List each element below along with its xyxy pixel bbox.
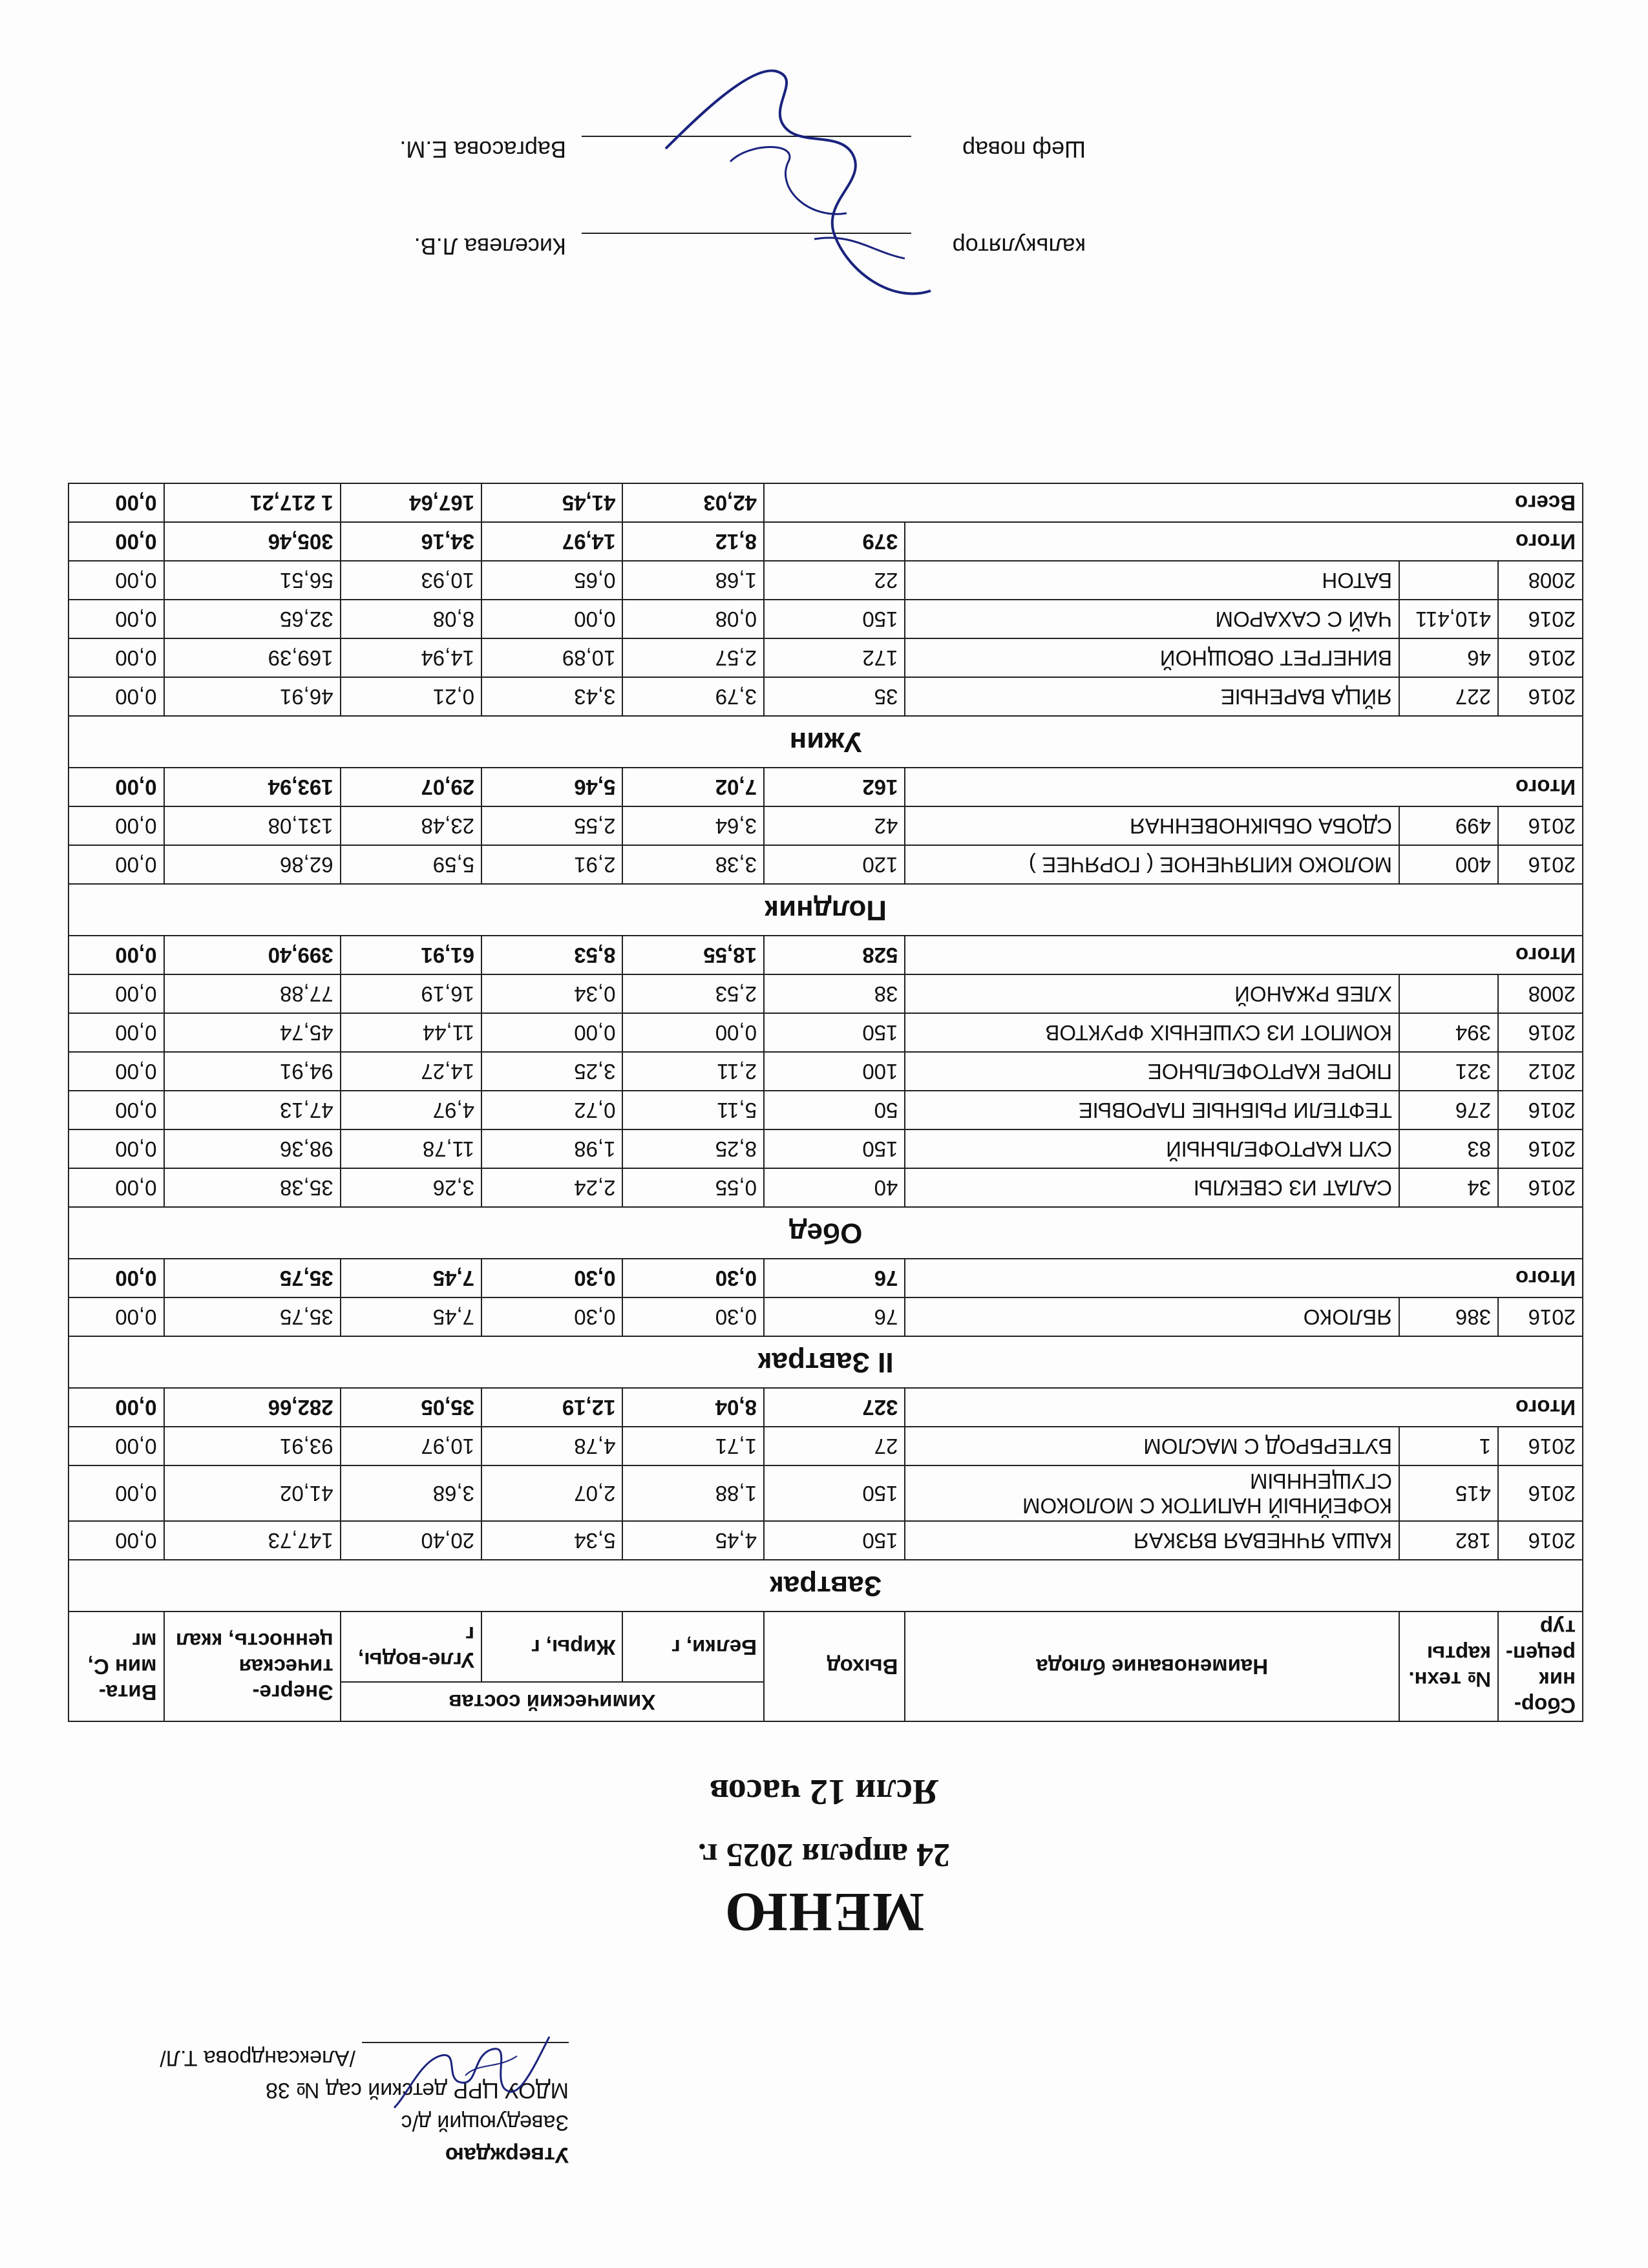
total-vit: 0,00 xyxy=(69,936,164,974)
cell-protein: 3,38 xyxy=(623,845,764,884)
cell-vit: 0,00 xyxy=(69,1052,164,1091)
total-protein: 0,30 xyxy=(623,1259,764,1297)
total-vit: 0,00 xyxy=(69,768,164,806)
document-date: 24 апреля 2025 г. xyxy=(697,1836,951,1873)
header-dish: Наименование блюда xyxy=(905,1612,1399,1721)
table-row xyxy=(69,677,1583,716)
total-carbs: 35,05 xyxy=(341,1388,481,1427)
total-label: Итого xyxy=(905,768,1583,806)
cell-card: 227 xyxy=(1399,677,1498,716)
approval-head-name: /Александрова Т.Л/ xyxy=(160,2046,355,2070)
approval-signature-scribble xyxy=(388,2024,556,2114)
cell-year: 2016 xyxy=(1498,1427,1583,1465)
table-row xyxy=(69,600,1583,638)
cell-protein: 3,64 xyxy=(623,806,764,845)
cell-vit: 0,00 xyxy=(69,638,164,677)
total-fat: 0,30 xyxy=(481,1259,622,1297)
cell-card xyxy=(1399,561,1498,600)
cell-protein: 4,45 xyxy=(623,1521,764,1560)
cell-energy: 94,91 xyxy=(164,1052,341,1091)
total-protein: 18,55 xyxy=(623,936,764,974)
cell-protein: 0,55 xyxy=(623,1168,764,1207)
total-fat: 14,97 xyxy=(481,522,622,561)
cell-portion: 35 xyxy=(764,677,905,716)
cell-protein: 5,11 xyxy=(623,1091,764,1129)
table-row xyxy=(69,1427,1583,1465)
cell-carbs: 11,44 xyxy=(341,1013,481,1052)
cell-energy: 45,74 xyxy=(164,1013,341,1052)
header-chem: Химический состав xyxy=(341,1682,764,1721)
cell-year: 2016 xyxy=(1498,1013,1583,1052)
grand-total-fat: 41,45 xyxy=(481,483,622,522)
cell-card: 321 xyxy=(1399,1052,1498,1091)
cell-fat: 4,78 xyxy=(481,1427,622,1465)
cell-portion: 150 xyxy=(764,600,905,638)
total-carbs: 61,91 xyxy=(341,936,481,974)
total-energy: 193,94 xyxy=(164,768,341,806)
grand-total-label: Всего xyxy=(764,483,1583,522)
cell-protein: 8,25 xyxy=(623,1129,764,1168)
table-row xyxy=(69,1465,1583,1521)
cell-protein: 3,79 xyxy=(623,677,764,716)
section-name: Завтрак xyxy=(69,1560,1583,1612)
approval-organization: МДОУ ЦРР детский сад № 38 xyxy=(265,2078,569,2103)
chef-role: Шеф повар xyxy=(962,136,1086,163)
total-portion: 162 xyxy=(764,768,905,806)
cell-vit: 0,00 xyxy=(69,1427,164,1465)
total-fat: 5,46 xyxy=(481,768,622,806)
total-portion: 327 xyxy=(764,1388,905,1427)
cell-vit: 0,00 xyxy=(69,1091,164,1129)
cell-fat: 10,89 xyxy=(481,638,622,677)
cell-year: 2016 xyxy=(1498,1521,1583,1560)
table-row xyxy=(69,561,1583,600)
total-carbs: 29,07 xyxy=(341,768,481,806)
cell-year: 2008 xyxy=(1498,561,1583,600)
cell-portion: 150 xyxy=(764,1521,905,1560)
total-energy: 35,75 xyxy=(164,1259,341,1297)
cell-protein: 2,11 xyxy=(623,1052,764,1091)
cell-protein: 0,08 xyxy=(623,600,764,638)
cell-year: 2016 xyxy=(1498,1091,1583,1129)
section-header xyxy=(69,1336,1583,1388)
total-label: Итого xyxy=(905,1388,1583,1427)
cell-carbs: 16,19 xyxy=(341,974,481,1013)
cell-year: 2016 xyxy=(1498,1465,1583,1521)
cell-protein: 0,30 xyxy=(623,1297,764,1336)
calculator-name: Киселева Л.В. xyxy=(414,233,566,260)
cell-year: 2016 xyxy=(1498,806,1583,845)
cell-energy: 46,91 xyxy=(164,677,341,716)
header-card: № техн. карты xyxy=(1399,1612,1498,1721)
table-row xyxy=(69,1168,1583,1207)
cell-energy: 35,38 xyxy=(164,1168,341,1207)
cell-carbs: 14,27 xyxy=(341,1052,481,1091)
cell-dish: КОФЕЙНЫЙ НАПИТОК С МОЛОКОМ СГУЩЕННЫМ xyxy=(905,1465,1399,1521)
table-row xyxy=(69,1013,1583,1052)
chef-signature-row xyxy=(375,136,1086,233)
cell-carbs: 10,97 xyxy=(341,1427,481,1465)
cell-energy: 77,88 xyxy=(164,974,341,1013)
document-title: МЕНЮ xyxy=(723,1882,925,1944)
cell-energy: 35,75 xyxy=(164,1297,341,1336)
cell-energy: 98,36 xyxy=(164,1129,341,1168)
cell-card: 276 xyxy=(1399,1091,1498,1129)
group-name: Ясли 12 часов xyxy=(709,1772,939,1812)
cell-fat: 0,00 xyxy=(481,600,622,638)
total-vit: 0,00 xyxy=(69,1259,164,1297)
menu-table xyxy=(68,483,1583,1722)
cell-vit: 0,00 xyxy=(69,845,164,884)
cell-energy: 32,65 xyxy=(164,600,341,638)
chef-signature-scribble xyxy=(646,65,944,310)
cell-portion: 120 xyxy=(764,845,905,884)
table-row xyxy=(69,1521,1583,1560)
section-header xyxy=(69,1207,1583,1259)
title-block xyxy=(0,1771,1648,1945)
total-protein: 8,12 xyxy=(623,522,764,561)
total-label: Итого xyxy=(905,522,1583,561)
cell-dish: БАТОН xyxy=(905,561,1399,600)
cell-dish: ЯЙЦА ВАРЕНЫЕ xyxy=(905,677,1399,716)
cell-protein: 0,00 xyxy=(623,1013,764,1052)
cell-dish: КОМПОТ ИЗ СУШЕНЫХ ФРУКТОВ xyxy=(905,1013,1399,1052)
cell-fat: 3,43 xyxy=(481,677,622,716)
grand-total-energy: 1 217,21 xyxy=(164,483,341,522)
header-energy: Энерге-тическая ценность, ккал xyxy=(164,1612,341,1721)
cell-vit: 0,00 xyxy=(69,561,164,600)
cell-dish: ЧАЙ С САХАРОМ xyxy=(905,600,1399,638)
cell-dish: СУП КАРТОФЕЛЬНЫЙ xyxy=(905,1129,1399,1168)
cell-card: 386 xyxy=(1399,1297,1498,1336)
approval-block xyxy=(52,2042,569,2171)
cell-year: 2008 xyxy=(1498,974,1583,1013)
cell-year: 2016 xyxy=(1498,1297,1583,1336)
table-row xyxy=(69,1091,1583,1129)
total-carbs: 34,16 xyxy=(341,522,481,561)
cell-year: 2016 xyxy=(1498,845,1583,884)
cell-portion: 27 xyxy=(764,1427,905,1465)
cell-carbs: 23,48 xyxy=(341,806,481,845)
table-row xyxy=(69,845,1583,884)
calculator-role: калькулятор xyxy=(952,233,1086,260)
total-protein: 8,04 xyxy=(623,1388,764,1427)
cell-dish: КАША ЯЧНЕВАЯ ВЯЗКАЯ xyxy=(905,1521,1399,1560)
cell-vit: 0,00 xyxy=(69,1297,164,1336)
cell-carbs: 3,68 xyxy=(341,1465,481,1521)
approval-title: Утверждаю xyxy=(445,2143,569,2167)
chef-name: Варгасова Е.М. xyxy=(399,136,566,163)
cell-energy: 131,08 xyxy=(164,806,341,845)
section-total-row xyxy=(69,1259,1583,1297)
section-header xyxy=(69,716,1583,768)
grand-total-row xyxy=(69,483,1583,522)
cell-year: 2012 xyxy=(1498,1052,1583,1091)
cell-energy: 169,39 xyxy=(164,638,341,677)
cell-year: 2016 xyxy=(1498,600,1583,638)
cell-card: 415 xyxy=(1399,1465,1498,1521)
cell-fat: 2,55 xyxy=(481,806,622,845)
cell-carbs: 10,93 xyxy=(341,561,481,600)
cell-year: 2016 xyxy=(1498,638,1583,677)
cell-card: 410,411 xyxy=(1399,600,1498,638)
cell-dish: ТЕФТЕЛИ РЫБНЫЕ ПАРОВЫЕ xyxy=(905,1091,1399,1129)
cell-fat: 2,07 xyxy=(481,1465,622,1521)
header-fat: Жиры, г xyxy=(481,1612,622,1682)
cell-fat: 5,34 xyxy=(481,1521,622,1560)
cell-dish: ХЛЕБ РЖАНОЙ xyxy=(905,974,1399,1013)
approval-signature-line xyxy=(52,2042,569,2074)
cell-carbs: 11,78 xyxy=(341,1129,481,1168)
cell-protein: 1,88 xyxy=(623,1465,764,1521)
section-total-row xyxy=(69,936,1583,974)
cell-dish: ВИНЕГРЕТ ОВОЩНОЙ xyxy=(905,638,1399,677)
grand-total-protein: 42,03 xyxy=(623,483,764,522)
cell-carbs: 8,08 xyxy=(341,600,481,638)
header-collection: Сбор-ник рецеп-тур xyxy=(1498,1612,1583,1721)
cell-vit: 0,00 xyxy=(69,677,164,716)
cell-protein: 2,57 xyxy=(623,638,764,677)
cell-protein: 1,68 xyxy=(623,561,764,600)
cell-carbs: 0,21 xyxy=(341,677,481,716)
total-carbs: 7,45 xyxy=(341,1259,481,1297)
cell-portion: 150 xyxy=(764,1013,905,1052)
cell-vit: 0,00 xyxy=(69,600,164,638)
cell-energy: 56,51 xyxy=(164,561,341,600)
total-energy: 282,66 xyxy=(164,1388,341,1427)
cell-fat: 2,91 xyxy=(481,845,622,884)
cell-card: 83 xyxy=(1399,1129,1498,1168)
total-energy: 399,40 xyxy=(164,936,341,974)
grand-total-carbs: 167,64 xyxy=(341,483,481,522)
total-label: Итого xyxy=(905,936,1583,974)
cell-portion: 150 xyxy=(764,1129,905,1168)
header-vitamin: Вита-мин С, мг xyxy=(69,1612,164,1721)
cell-fat: 2,24 xyxy=(481,1168,622,1207)
cell-carbs: 4,97 xyxy=(341,1091,481,1129)
cell-fat: 1,98 xyxy=(481,1129,622,1168)
cell-carbs: 3,26 xyxy=(341,1168,481,1207)
cell-vit: 0,00 xyxy=(69,1168,164,1207)
cell-card: 182 xyxy=(1399,1521,1498,1560)
total-vit: 0,00 xyxy=(69,522,164,561)
cell-portion: 22 xyxy=(764,561,905,600)
table-row xyxy=(69,638,1583,677)
approval-position: Заведующий д/с xyxy=(401,2110,569,2135)
cell-dish: САЛАТ ИЗ СВЕКЛЫ xyxy=(905,1168,1399,1207)
cell-year: 2016 xyxy=(1498,1168,1583,1207)
total-protein: 7,02 xyxy=(623,768,764,806)
total-portion: 528 xyxy=(764,936,905,974)
cell-portion: 38 xyxy=(764,974,905,1013)
cell-carbs: 14,94 xyxy=(341,638,481,677)
cell-card: 34 xyxy=(1399,1168,1498,1207)
cell-card: 394 xyxy=(1399,1013,1498,1052)
cell-portion: 76 xyxy=(764,1297,905,1336)
cell-vit: 0,00 xyxy=(69,806,164,845)
section-header xyxy=(69,1560,1583,1612)
cell-card: 499 xyxy=(1399,806,1498,845)
section-total-row xyxy=(69,768,1583,806)
cell-fat: 0,30 xyxy=(481,1297,622,1336)
grand-total-vit: 0,00 xyxy=(69,483,164,522)
cell-energy: 147,73 xyxy=(164,1521,341,1560)
cell-carbs: 7,45 xyxy=(341,1297,481,1336)
table-row xyxy=(69,974,1583,1013)
section-name: Обед xyxy=(69,1207,1583,1259)
cell-energy: 47,13 xyxy=(164,1091,341,1129)
section-name: Полдник xyxy=(69,884,1583,936)
cell-year: 2016 xyxy=(1498,1129,1583,1168)
menu-body xyxy=(69,483,1583,1612)
cell-year: 2016 xyxy=(1498,677,1583,716)
total-portion: 379 xyxy=(764,522,905,561)
cell-energy: 41,02 xyxy=(164,1465,341,1521)
cell-portion: 172 xyxy=(764,638,905,677)
cell-fat: 0,65 xyxy=(481,561,622,600)
total-energy: 305,46 xyxy=(164,522,341,561)
cell-portion: 40 xyxy=(764,1168,905,1207)
signatures-block xyxy=(375,136,1086,330)
section-name: II Завтрак xyxy=(69,1336,1583,1388)
section-total-row xyxy=(69,1388,1583,1427)
cell-vit: 0,00 xyxy=(69,1129,164,1168)
table-row xyxy=(69,1129,1583,1168)
section-name: Ужин xyxy=(69,716,1583,768)
cell-carbs: 20,40 xyxy=(341,1521,481,1560)
cell-fat: 3,25 xyxy=(481,1052,622,1091)
cell-dish: ПЮРЕ КАРТОФЕЛЬНОЕ xyxy=(905,1052,1399,1091)
table-header-row xyxy=(69,1682,1583,1721)
total-portion: 76 xyxy=(764,1259,905,1297)
cell-dish: ЯБЛОКО xyxy=(905,1297,1399,1336)
cell-portion: 100 xyxy=(764,1052,905,1091)
table-row xyxy=(69,1297,1583,1336)
cell-fat: 0,00 xyxy=(481,1013,622,1052)
cell-energy: 93,91 xyxy=(164,1427,341,1465)
cell-protein: 1,71 xyxy=(623,1427,764,1465)
cell-vit: 0,00 xyxy=(69,974,164,1013)
cell-portion: 150 xyxy=(764,1465,905,1521)
cell-card: 46 xyxy=(1399,638,1498,677)
cell-dish: СДОБА ОБЫКНОВЕННАЯ xyxy=(905,806,1399,845)
cell-carbs: 5,59 xyxy=(341,845,481,884)
cell-portion: 42 xyxy=(764,806,905,845)
cell-card xyxy=(1399,974,1498,1013)
table-row xyxy=(69,1052,1583,1091)
cell-vit: 0,00 xyxy=(69,1013,164,1052)
cell-card: 1 xyxy=(1399,1427,1498,1465)
total-fat: 8,53 xyxy=(481,936,622,974)
cell-fat: 0,34 xyxy=(481,974,622,1013)
cell-portion: 50 xyxy=(764,1091,905,1129)
section-header xyxy=(69,884,1583,936)
table-row xyxy=(69,806,1583,845)
header-carbs: Угле-воды, г xyxy=(341,1612,481,1682)
cell-dish: МОЛОКО КИПЯЧЕНОЕ ( ГОРЯЧЕЕ ) xyxy=(905,845,1399,884)
section-total-row xyxy=(69,522,1583,561)
cell-energy: 62,86 xyxy=(164,845,341,884)
total-vit: 0,00 xyxy=(69,1388,164,1427)
cell-vit: 0,00 xyxy=(69,1465,164,1521)
cell-vit: 0,00 xyxy=(69,1521,164,1560)
total-fat: 12,19 xyxy=(481,1388,622,1427)
cell-card: 400 xyxy=(1399,845,1498,884)
cell-dish: БУТЕРБРОД С МАСЛОМ xyxy=(905,1427,1399,1465)
approval-signature xyxy=(362,2042,569,2069)
header-protein: Белки, г xyxy=(623,1612,764,1682)
header-portion: Выход xyxy=(764,1612,905,1721)
cell-fat: 0,72 xyxy=(481,1091,622,1129)
cell-protein: 2,53 xyxy=(623,974,764,1013)
total-label: Итого xyxy=(905,1259,1583,1297)
